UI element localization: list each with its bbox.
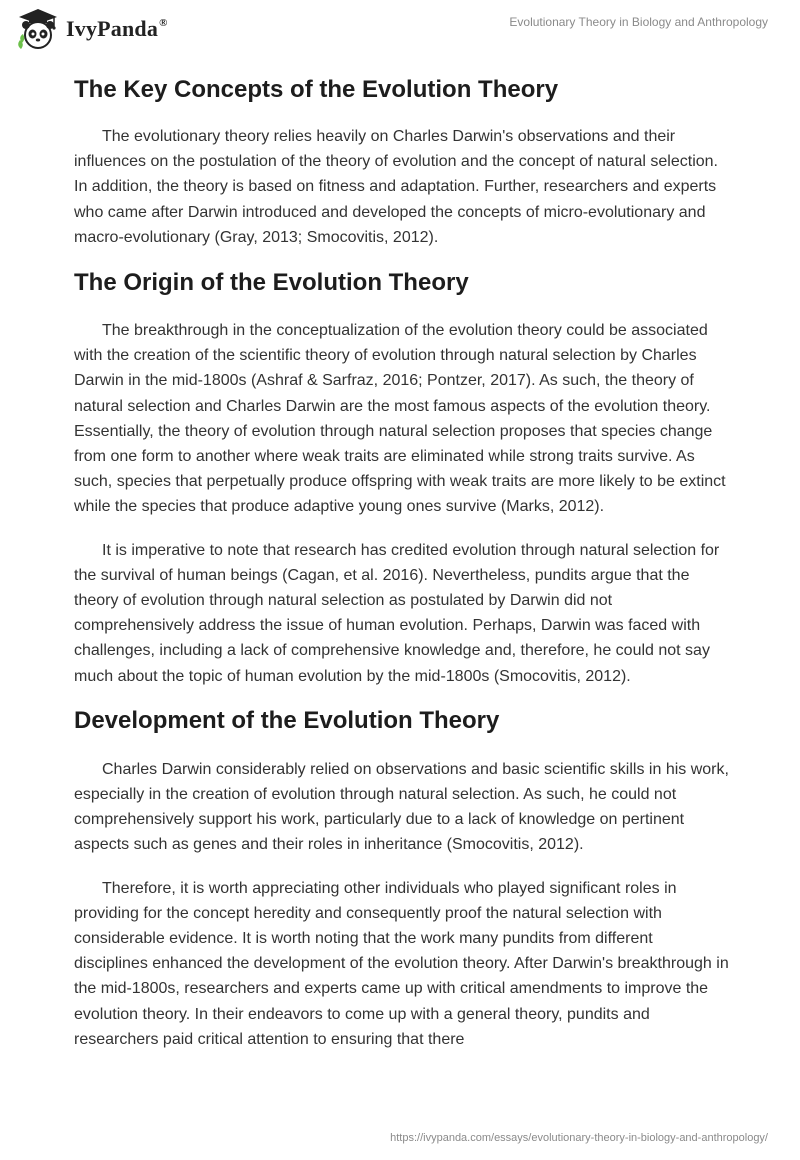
section-heading: Development of the Evolution Theory [74,706,500,734]
brand-name: IvyPanda® [66,16,168,41]
page-header [0,0,800,62]
section-heading: The Key Concepts of the Evolution Theory [74,76,559,103]
source-url[interactable]: https://ivypanda.com/essays/evolutionary-theory-in-biology-and-anthropology/ [390,1132,768,1144]
panda-graduate-icon [16,7,60,51]
paragraph: It is imperative to note that research has credited evolution through natural selection for the survival of human beings (Cagan, et al. 2016). Nevertheless, pundits argue that the theory of evolution through natural selection as postulated by Darwin did not comprehensively address the issue of human evolution. Perhaps, Darwin was faced with challenges, including a lack of comprehensive knowledge and, therefore, he could not say much about the topic of human evolution by the mid-1800s (Smocovitis, 2012). [74,541,720,685]
paragraph: The evolutionary theory relies heavily on Charles Darwin's observations and their influences on the postulation of the theory of evolution and the concept of natural selection. In addition, the theory is based on fitness and adaptation. Further, researchers and experts who came after Darwin introduced and developed the concepts of micro-evolutionary and macro-evolutionary (Gray, 2013; Smocovitis, 2012). [74,128,718,246]
paragraph: The breakthrough in the conceptualization of the evolution theory could be associated with the creation of the scientific theory of evolution through natural selection by Charles Darwin in the mid-1800s (Ashraf & Sarfraz, 2016; Pontzer, 2017). As such, the theory of natural selection and Charles Darwin are the most famous aspects of the evolution theory. Essentially, the theory of evolution through natural selection proposes that species change from one form to another where weak traits are eliminated while strong traits survive. As such, species that perpetually produce offspring with weak traits are more likely to be extinct while the species that produce adaptive young ones survive (Marks, 2012). [74,322,726,516]
ivypanda-logo[interactable] [16,7,168,51]
paragraph: Charles Darwin considerably relied on observations and basic scientific skills in his work, especially in the creation of evolution through natural selection. As such, he could not comprehensively support his work, particularly due to a lack of knowledge on pertinent aspects such as genes and their roles in inheritance (Smocovitis, 2012). [74,760,729,854]
section-heading: The Origin of the Evolution Theory [74,269,469,297]
paragraph: Therefore, it is worth appreciating other individuals who played significant roles in providing for the concept heredity and consequently proof the natural selection with considerable evidence. It is worth noting that the work many pundits from different disciplines enhanced the development of the evolution theory. After Darwin's breakthrough in the mid-1800s, researchers and experts came up with critical amendments to improve the evolution theory. In their endeavors to come up with a general theory, pundits and researchers paid critical attention to ensuring that there [74,879,729,1048]
document-title: Evolutionary Theory in Biology and Anthropology [509,15,768,29]
essay-body [74,70,730,1052]
